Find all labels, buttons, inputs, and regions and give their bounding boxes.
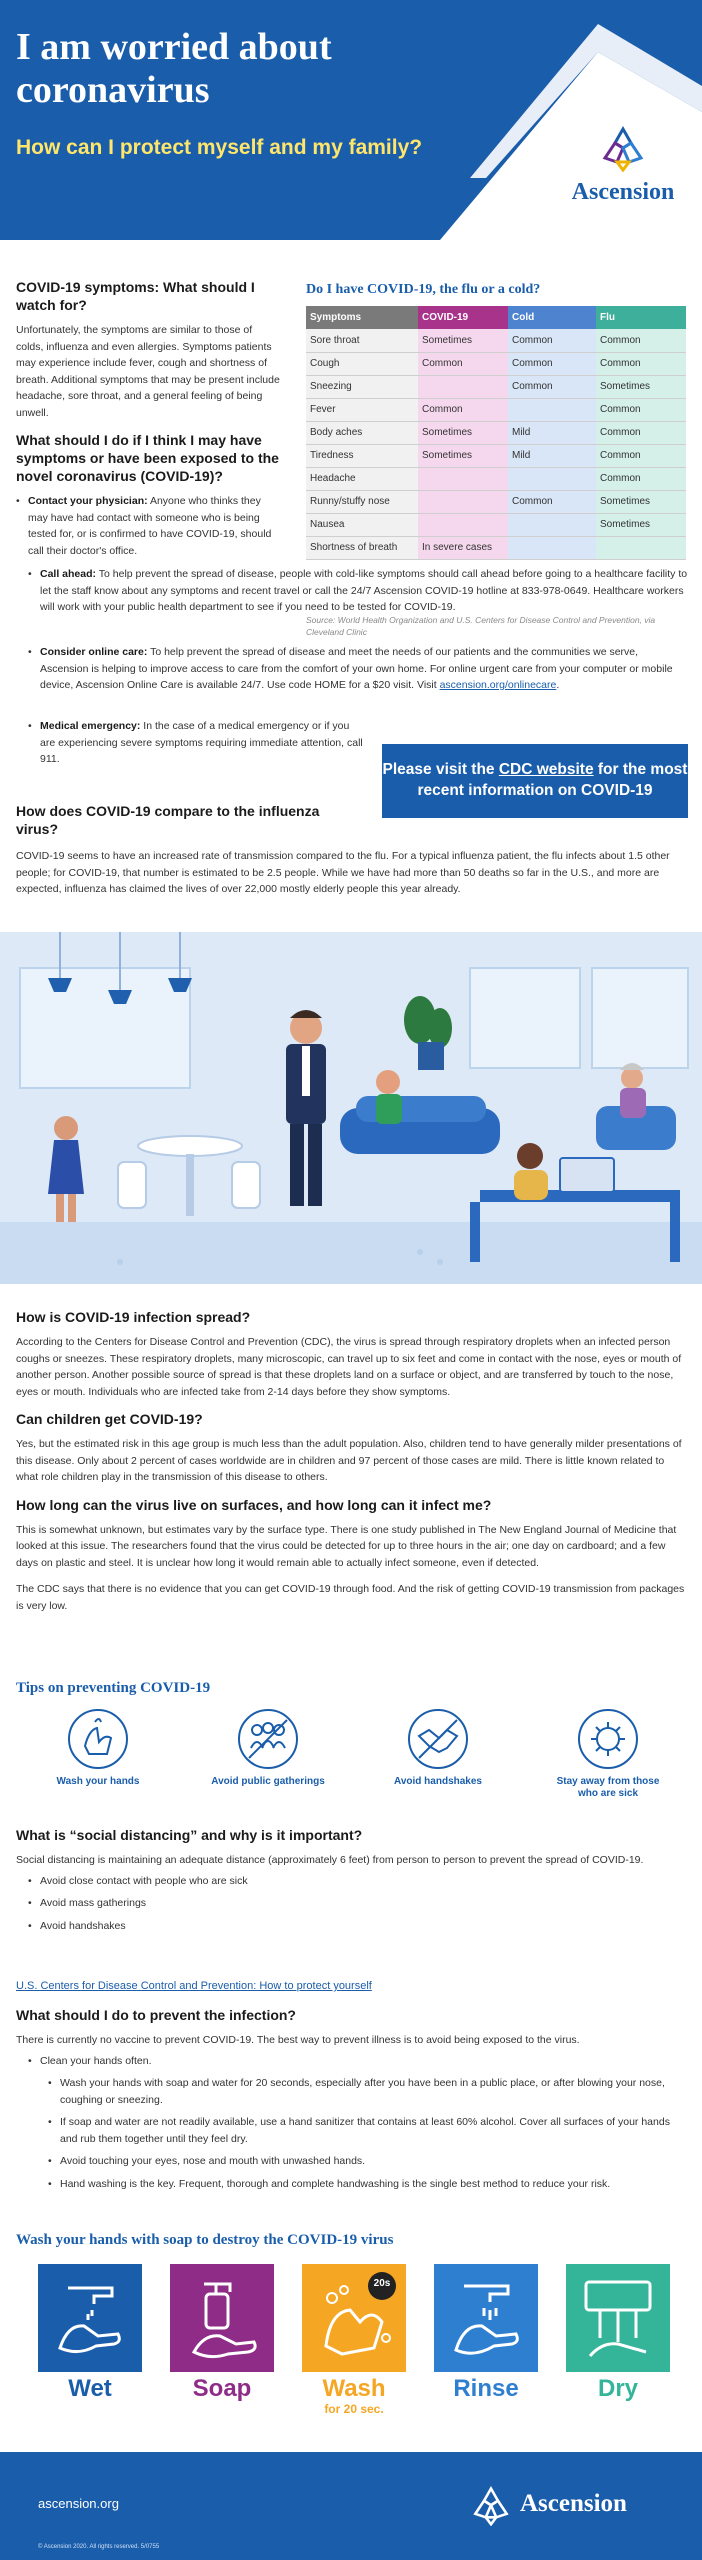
tip-label: Stay away from those who are sick xyxy=(556,1776,660,1799)
tip-label: Wash your hands xyxy=(56,1776,140,1787)
symptom-comparison-table xyxy=(306,306,686,560)
surfaces-heading: How long can the virus live on surfaces, and how long can it infect me? xyxy=(16,1496,492,1513)
left-column xyxy=(16,278,281,565)
prevent-heading: What should I do to prevent the infection? xyxy=(16,2007,296,2023)
table-row: Headache Common xyxy=(306,467,686,490)
logo-text: Ascension xyxy=(571,179,675,205)
exposed-heading: What should I do if I think I may have symptoms or have been exposed to the novel coronavirus (COVID-19)? xyxy=(16,432,279,484)
header-cell: Flu xyxy=(596,306,686,329)
cdc-callout-box: Please visit the CDC website for the most recent information on COVID-19 xyxy=(382,744,688,818)
step-label-soap: Soap xyxy=(192,2375,252,2402)
cdc-protect-link[interactable]: U.S. Centers for Disease Control and Prevention: How to protect yourself xyxy=(16,1980,372,1992)
page-subtitle: How can I protect myself and my family? xyxy=(16,136,423,159)
step-label-rinse: Rinse xyxy=(453,2375,519,2402)
table-row: Tiredness Sometimes Mild Common xyxy=(306,444,686,467)
spread-text: According to the Centers for Disease Control and Prevention (CDC), the virus is spread through respiratory droplets when an infected person coughs or sneezes. These respiratory droplets, many microscopic, can travel up to six feet and come in contact with the nose, eyes or mouth of another person. Another possible source of spread is that these droplets land on a surface or object, and are transferred by touch to the nose, eyes or mouth. Individuals who are infected take from 2-14 days before they show symptoms. xyxy=(16,1336,682,1398)
tip-avoid-handshakes xyxy=(378,1708,498,1788)
spread-section xyxy=(16,1308,688,1624)
tips-title: Tips on preventing COVID-19 xyxy=(16,1680,211,1696)
children-text: Yes, but the estimated risk in this age group is much less than the adult population. Also, children tend to have generally milder presentations of this disease. Only about 2 percent of cases worldwide are in children and 97 percent of those cases are mild. There is little known related to what role children play in the transmission of this disease to others. xyxy=(16,1438,682,1483)
rinse-hands-icon xyxy=(434,2264,538,2372)
footer-logo[interactable] xyxy=(470,2486,670,2526)
wash-title: Wash your hands with soap to destroy the COVID-19 virus xyxy=(16,2232,394,2248)
compare-text-block xyxy=(16,848,688,908)
surfaces-text: This is somewhat unknown, but estimates vary by the surface type. There is one study published in The New England Journal of Medicine that looked at this issue. The researchers found that the virus could be detected for up to three hours in the air; one day on cardboard; and a few days on plastic and steel. It is unclear how long it would remain able to actually infect someone, even if detected. xyxy=(16,1523,677,1569)
table-source: Source: World Health Organization and U.S. Centers for Disease Control and Prevention, via Cleveland Clinic xyxy=(306,615,656,637)
online-care-item: • Consider online care: To help prevent the spread of disease and meet the needs of our patients and the communities we serve, Ascension is helping to improve access to care from the comfort of your own home. For online urgent care from your computer or mobile device, Ascension Online Care is available 24/7. Use code HOME for a $20 visit. Visit ascension.org/onlinecare. xyxy=(28,644,688,694)
table-header-row xyxy=(306,306,686,329)
step-label-wet: Wet xyxy=(68,2375,112,2402)
step-label-wash: Wash xyxy=(322,2375,386,2402)
tip-label: Avoid handshakes xyxy=(394,1776,482,1787)
header-cell: Symptoms xyxy=(306,306,418,329)
ascension-cross-icon xyxy=(600,126,646,172)
ascension-cross-icon xyxy=(470,2486,512,2526)
step-label-dry: Dry xyxy=(597,2375,639,2402)
table-row: Runny/stuffy nose Common Sometimes xyxy=(306,490,686,513)
page-title: I am worried about coronavirus xyxy=(16,26,332,111)
prevent-section xyxy=(16,2006,688,2198)
table-row: Body aches Sometimes Mild Common xyxy=(306,421,686,444)
distancing-bullet: • Avoid close contact with people who are sick xyxy=(28,1873,688,1890)
header-logo[interactable] xyxy=(558,126,688,206)
prevent-text: There is currently no vaccine to prevent COVID-19. The best way to prevent illness is to avoid being exposed to the virus. xyxy=(16,2034,580,2046)
food-text: The CDC says that there is no evidence that you can get COVID-19 through food. And the risk of getting COVID-19 transmission from packages is very low. xyxy=(16,1583,685,1612)
prevent-sub-bullet: • Hand washing is the key. Frequent, thorough and complete handwashing is the single best method to reduce your risk. xyxy=(48,2176,688,2193)
wash-hands-icon xyxy=(67,1708,129,1770)
medical-emergency-item: • Medical emergency: In the case of a medical emergency or if you are experiencing severe symptoms requiring immediate attention, call 911. xyxy=(28,718,364,768)
tip-stay-away-sick xyxy=(548,1708,668,1800)
call-ahead-item: • Call ahead: To help prevent the spread of disease, people with cold-like symptoms should call ahead before going to a healthcare facility to let the staff know about any symptoms and recent travel or call the 24/7 Ascension COVID-19 hotline at 833-978-0649. Healthcare workers will work with your public health department to see if you need to be tested for COVID-19. xyxy=(28,566,688,616)
compare-text: COVID-19 seems to have an increased rate of transmission compared to the flu. For a typical influenza patient, the flu infects about 1.5 other people; for COVID-19, that number is estimated to be 2.5 people. While we have had more than 50 deaths so far in the U.S., and more are expected, influenza has claimed the lives of over 22,000 mostly elderly people this year already. xyxy=(16,850,670,895)
header-banner xyxy=(0,0,702,240)
distancing-section xyxy=(16,1826,688,1940)
footer-url-link[interactable]: ascension.org xyxy=(38,2496,119,2511)
prevent-sub-bullet: • Avoid touching your eyes, nose and mouth with unwashed hands. xyxy=(48,2153,688,2170)
table-row: Shortness of breath In severe cases xyxy=(306,536,686,559)
handshake-icon xyxy=(407,1708,469,1770)
office-illustration xyxy=(0,932,702,1284)
prevent-sub-bullet: • Wash your hands with soap and water for 20 seconds, especially after you have been in a public place, or after blowing your nose, coughing or sneezing. xyxy=(48,2075,688,2108)
step-sub-wash: for 20 sec. xyxy=(324,2402,384,2416)
symptoms-heading: COVID-19 symptoms: What should I watch for? xyxy=(16,279,255,313)
symptoms-text: Unfortunately, the symptoms are similar to those of colds, influenza and even allergies. Symptoms patients may experience include fever, cough and shortness of breath. Additional symptoms that may be present include headache, sore throat, and a general feeling of being unwell. xyxy=(16,324,280,419)
tip-label: Avoid public gatherings xyxy=(211,1776,325,1787)
distancing-bullet: • Avoid mass gatherings xyxy=(28,1895,688,1912)
timer-label: 20s xyxy=(373,2278,391,2289)
tip-avoid-gatherings xyxy=(208,1708,328,1788)
tip-wash-hands xyxy=(38,1708,158,1788)
spread-heading: How is COVID-19 infection spread? xyxy=(16,1309,251,1325)
dry-hands-icon xyxy=(566,2264,670,2372)
wet-hands-icon xyxy=(38,2264,142,2372)
table-row: Cough Common Common Common xyxy=(306,352,686,375)
table-row: Nausea Sometimes xyxy=(306,513,686,536)
footer-copyright: © Ascension 2020. All rights reserved. 5/0755 xyxy=(38,2544,160,2550)
table-title: Do I have COVID-19, the flu or a cold? xyxy=(306,282,541,297)
distancing-text: Social distancing is maintaining an adequate distance (approximately 6 feet) from person to person to prevent the spread of COVID-19. xyxy=(16,1854,644,1866)
online-care-link[interactable]: ascension.org/onlinecare xyxy=(439,679,557,691)
virus-icon xyxy=(577,1708,639,1770)
table-row: Sneezing Common Sometimes xyxy=(306,375,686,398)
soap-dispenser-icon xyxy=(170,2264,274,2372)
contact-physician-item: • Contact your physician: Anyone who thinks they may have had contact with someone who is being tested for, or is confirmed to have COVID-19, should call their doctor's office. xyxy=(16,493,281,559)
header-cell: Cold xyxy=(508,306,596,329)
crowd-icon xyxy=(237,1708,299,1770)
footer-logo-text: Ascension xyxy=(520,2490,627,2517)
distancing-heading: What is “social distancing” and why is it important? xyxy=(16,1827,363,1843)
prevent-sub-bullet: • If soap and water are not readily available, use a hand sanitizer that contains at least 60% alcohol. Cover all surfaces of your hands and rub them together until they feel dry. xyxy=(48,2114,688,2147)
clean-hands-bullet: • Clean your hands often. xyxy=(28,2053,688,2070)
children-heading: Can children get COVID-19? xyxy=(16,1411,203,1427)
cdc-website-link[interactable]: CDC website xyxy=(498,761,594,778)
table-row: Sore throat Sometimes Common Common xyxy=(306,329,686,352)
compare-heading-block xyxy=(16,802,356,846)
table-row: Fever Common Common xyxy=(306,398,686,421)
distancing-bullet: • Avoid handshakes xyxy=(28,1918,688,1935)
header-cell: COVID-19 xyxy=(418,306,508,329)
compare-heading: How does COVID-19 compare to the influenza virus? xyxy=(16,803,320,837)
footer xyxy=(0,2452,702,2560)
